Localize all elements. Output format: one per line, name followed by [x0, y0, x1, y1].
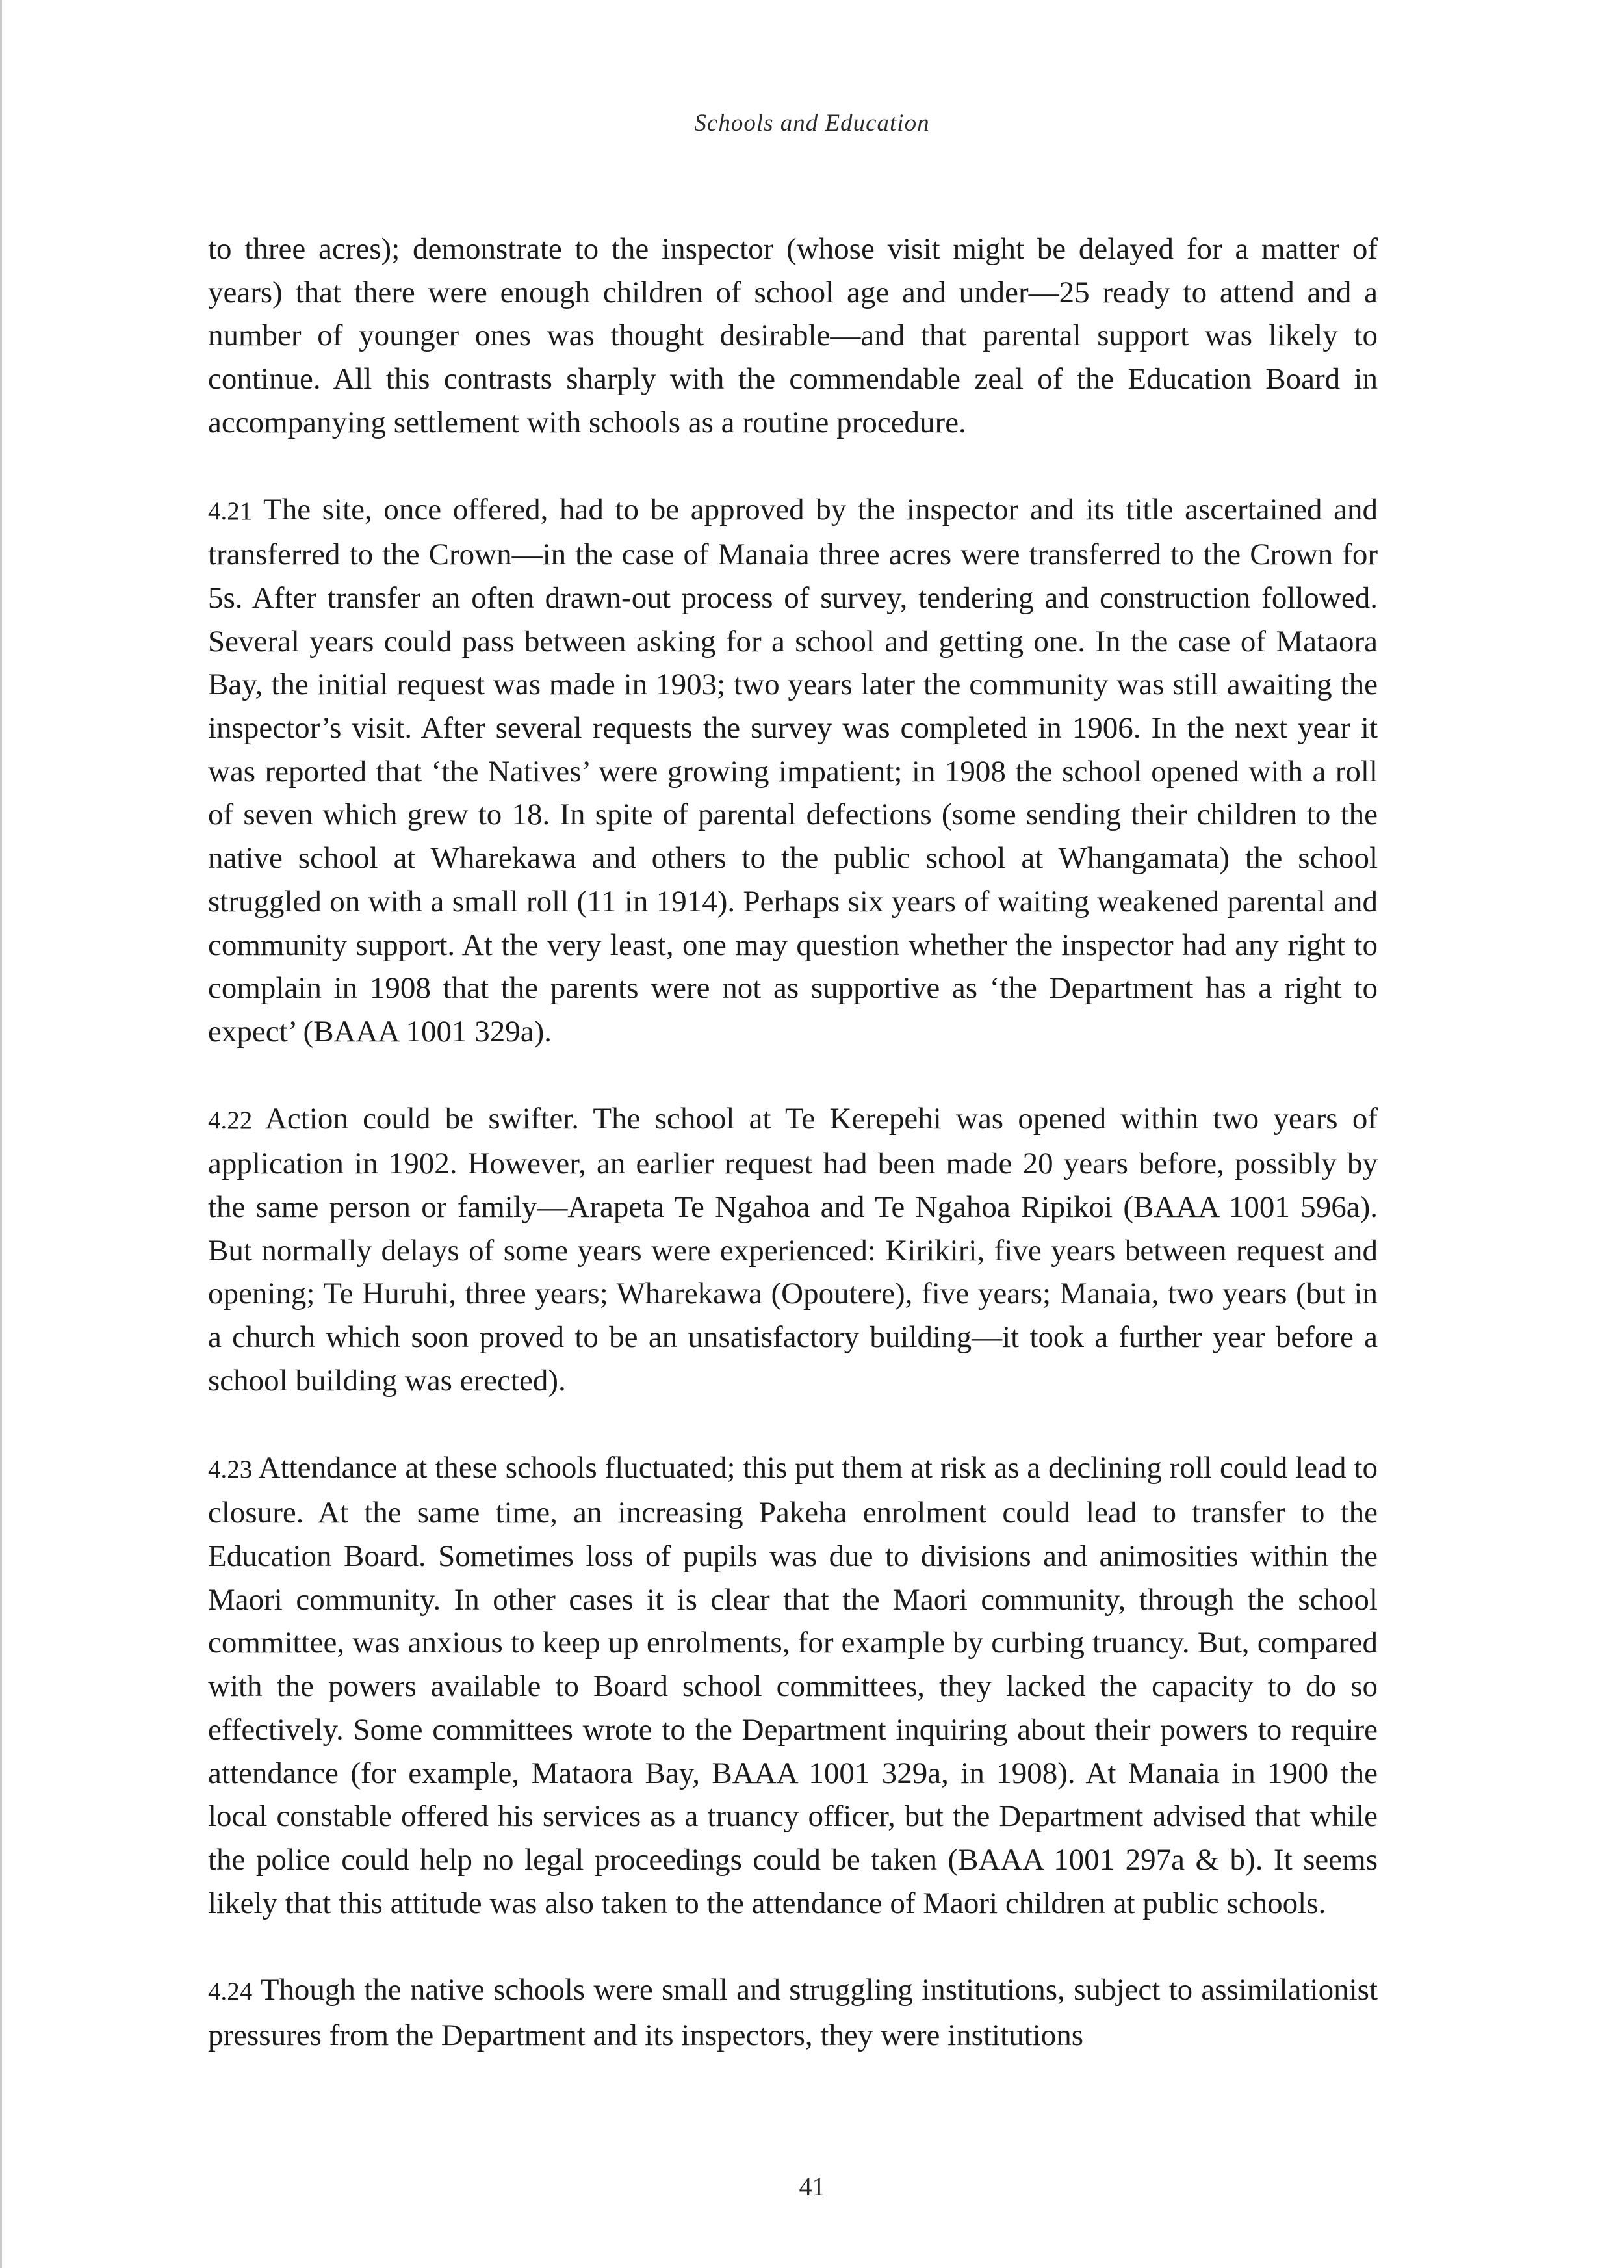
paragraph-text: Attendance at these schools fluctuated; this put them at risk as a declining roll could lead to closure. At the same time, an increasing Pakeha enrolment could lead to transfer to the Education Board. Sometimes loss of pupils was due to divisions and animosities within the Maori community. In other cases it is clear that the Maori community, through the school committee, was anxious to keep up enrolments, for example by curbing truancy. But, compared with the powers available to Board school committees, they lacked the capacity to do so effectively. Some committees wrote to the Department inquiring about their powers to require attendance (for example, Mataora Bay, BAAA 1001 329a, in 1908). At Manaia in 1900 the local constable offered his services as a truancy officer, but the Department advised that while the police could help no legal proceedings could be taken (BAAA 1001 297a & b). It seems likely that this attitude was also taken to the attendance of Maori children at public schools.	[208, 1450, 1378, 1920]
paragraph-text: to three acres); demonstrate to the inspector (whose visit might be delayed for a matter of years) that there were enough children of school age and under—25 ready to attend and a number of younger ones was thought desirable—and that parental support was likely to continue. All this contrasts sharply with the commendable zeal of the Education Board in accompanying settlement with schools as a routine procedure.	[208, 232, 1378, 439]
paragraph-4-24	[208, 1968, 1378, 2057]
paragraph-text: Action could be swifter. The school at Te Kerepehi was opened within two years of application in 1902. However, an earlier request had been made 20 years before, possibly by the same person or family—Arapeta Te Ngahoa and Te Ngahoa Ripikoi (BAAA 1001 596a). But normally delays of some years were experienced: Kirikiri, five years between request and opening; Te Huruhi, three years; Wharekawa (Opoutere), five years; Manaia, two years (but in a church which soon proved to be an unsatisfactory building—it took a further year before a school building was erected).	[208, 1101, 1378, 1398]
paragraph-number: 4.24	[208, 1977, 253, 2006]
scan-edge	[0, 0, 2, 2268]
paragraph-number: 4.22	[208, 1106, 253, 1134]
paragraph-4-22	[208, 1097, 1378, 1403]
paragraph-text: The site, once offered, had to be approved by the inspector and its title ascertained and transferred to the Crown—in the case of Manaia three acres were transferred to the Crown for 5s. After transfer an often drawn-out process of survey, tendering and construction followed. Several years could pass between asking for a school and getting one. In the case of Mataora Bay, the initial request was made in 1903; two years later the community was still awaiting the inspector’s visit. After several requests the survey was completed in 1906. In the next year it was reported that ‘the Natives’ were growing impatient; in 1908 the school opened with a roll of seven which grew to 18. In spite of parental defections (some sending their children to the native school at Wharekawa and others to the public school at Whangamata) the school struggled on with a small roll (11 in 1914). Perhaps six years of waiting weakened parental and community support. At the very least, one may question whether the inspector had any right to complain in 1908 that the parents were not as supportive as ‘the Department has a right to expect’ (BAAA 1001 329a).	[208, 492, 1378, 1049]
paragraph-number: 4.21	[208, 497, 253, 525]
paragraph-number: 4.23	[208, 1455, 253, 1483]
page-number: 41	[799, 2172, 825, 2201]
paragraph-text: Though the native schools were small and struggling institutions, subject to assimilationist pressures from the Department and its inspectors, they were institutions	[208, 1973, 1378, 2053]
paragraph-4-21	[208, 488, 1378, 1054]
paragraph-continuation	[208, 228, 1378, 445]
paragraph-4-23	[208, 1446, 1378, 1925]
running-head: Schools and Education	[694, 110, 930, 137]
body-text	[208, 228, 1378, 2101]
